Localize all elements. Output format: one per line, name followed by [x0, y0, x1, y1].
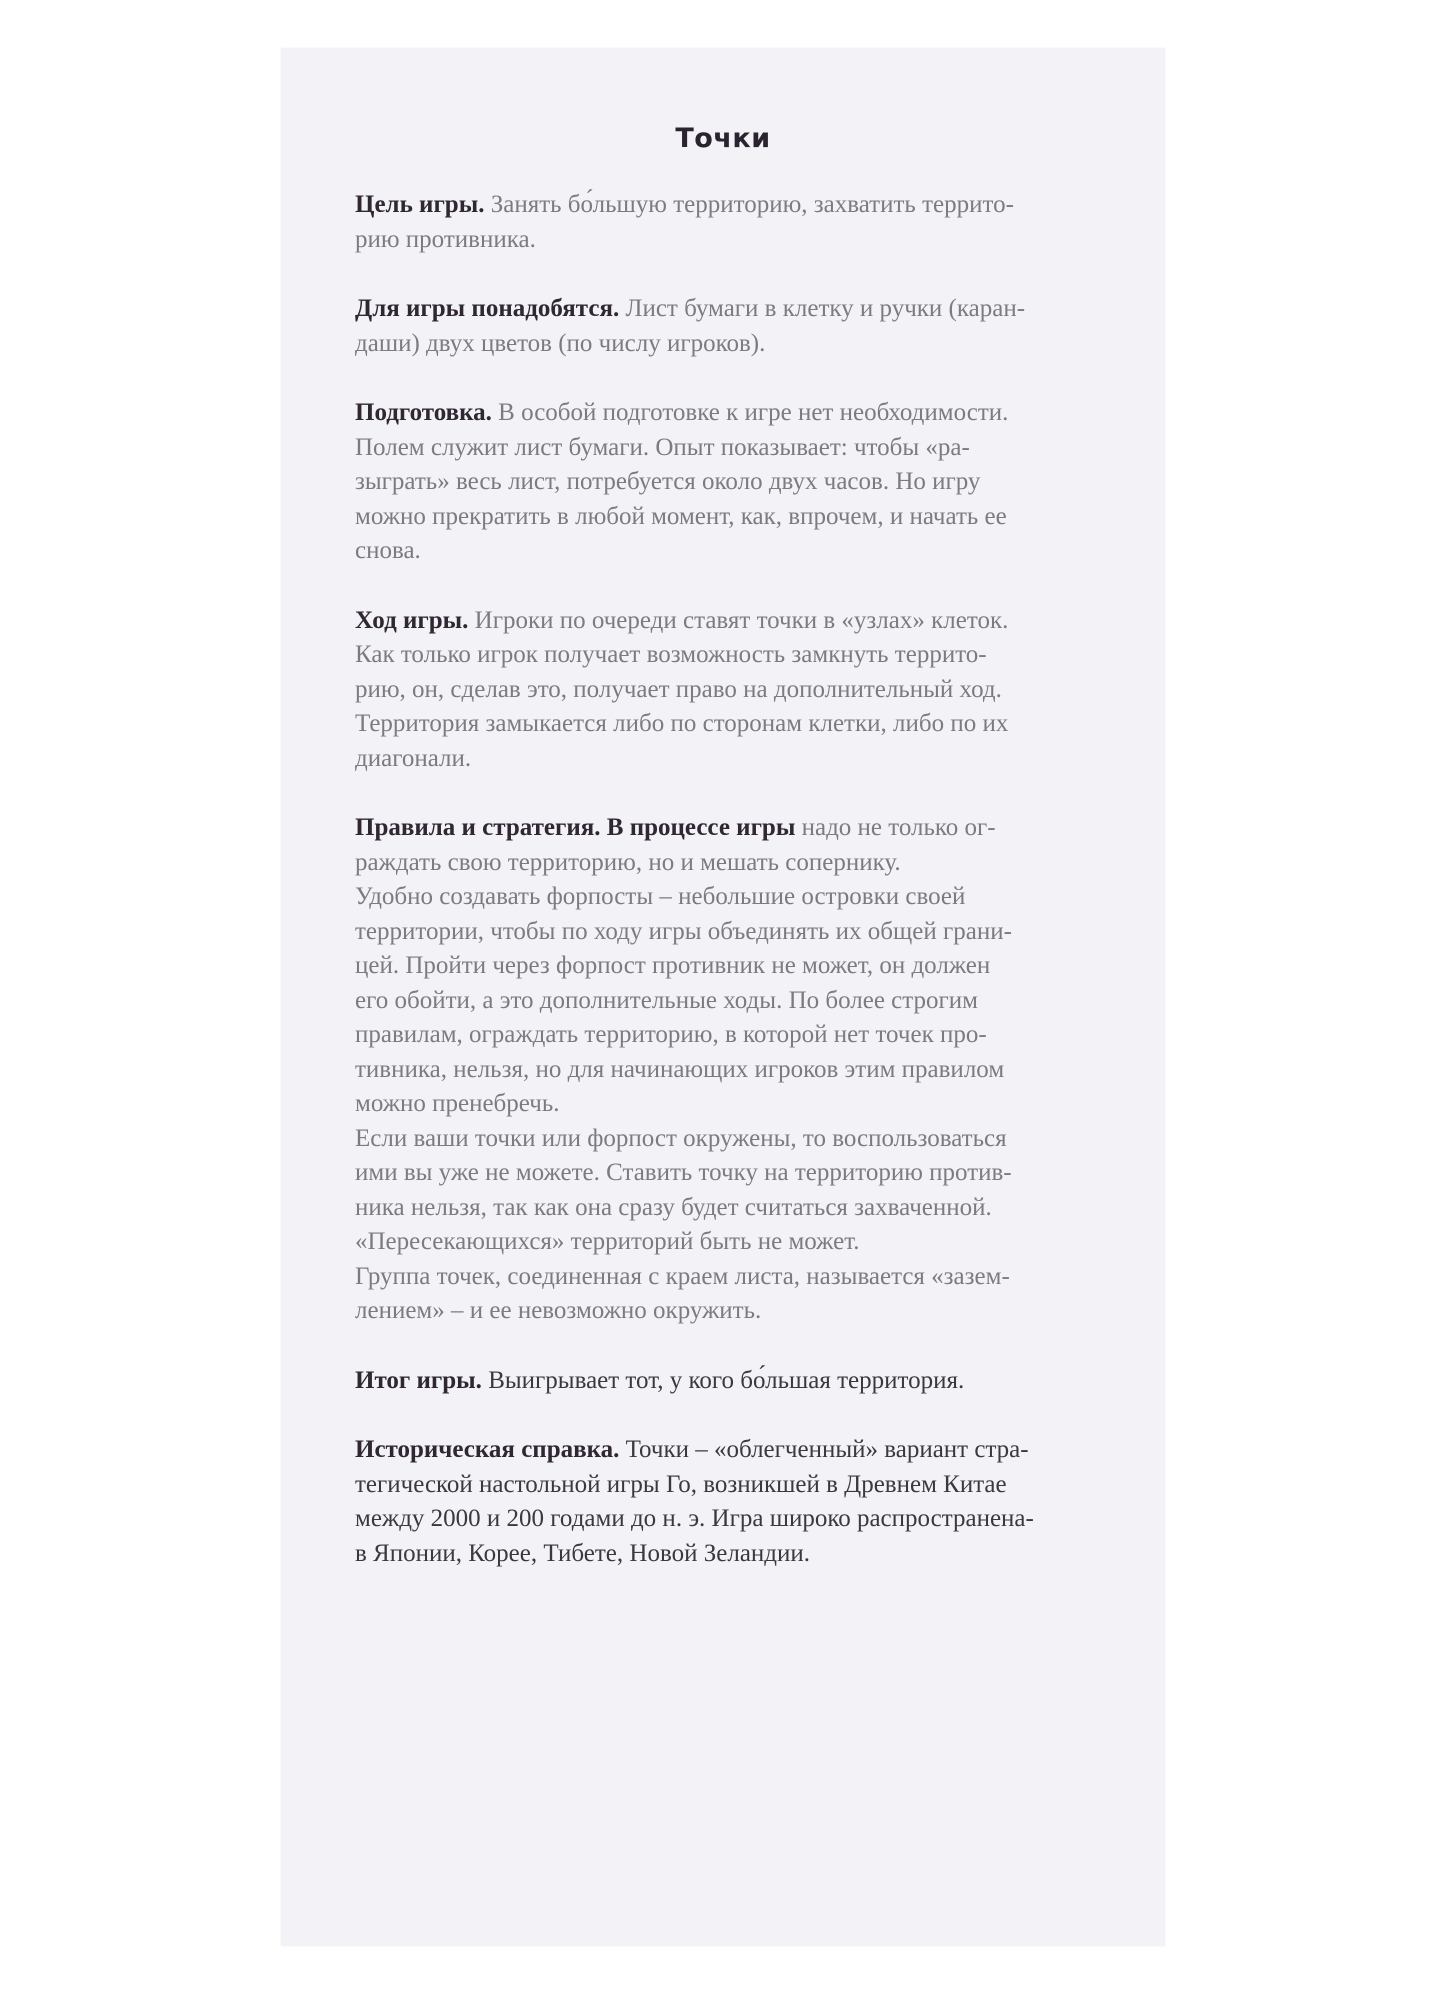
section-lead: Правила и стратегия. В процессе игры — [355, 814, 796, 841]
section-course — [355, 604, 1095, 777]
rules-content — [355, 188, 1095, 1606]
section-text: цей. Пройти через форпост противник не может, он должен — [355, 952, 991, 979]
section-text: можно пренебречь. — [355, 1090, 560, 1117]
section-text: диагонали. — [355, 744, 472, 772]
section-line — [355, 1364, 1095, 1399]
page-title: Точки — [675, 123, 771, 154]
section-text: рию, он, сделав это, получает право на дополнительный ход. — [355, 675, 1002, 703]
section-text: «Пересекающихся» территорий быть не может. — [355, 1228, 860, 1255]
section-needs — [355, 292, 1095, 361]
section-lead: Ход игры. — [355, 606, 469, 634]
section-text: Выигрывает тот, у кого бо́льшая территория. — [481, 1366, 965, 1394]
section-text: Группа точек, соединенная с краем листа, называется «зазем- — [355, 1262, 1010, 1290]
section-text: между 2000 и 200 годами до н. э. Игра широко распространена- — [355, 1505, 1034, 1532]
section-lead: Цель игры. — [355, 191, 485, 218]
section-text: Лист бумаги в клетку и ручки (каран- — [619, 295, 1026, 322]
section-lead: Историческая справка. — [355, 1436, 620, 1463]
section-line — [355, 396, 1095, 431]
section-text: тегической настольной игры Го, возникшей в Древнем Китае — [355, 1470, 1007, 1498]
section-lead: Для игры понадобятся. — [355, 295, 620, 322]
section-text: Если ваши точки или форпост окружены, то воспользоваться — [355, 1124, 1007, 1152]
section-text: ими вы уже не можете. Ставить точку на территорию против- — [355, 1159, 1012, 1186]
section-text: Игроки по очереди ставят точки в «узлах» клеток. — [468, 606, 1009, 634]
section-lead: Подготовка. — [355, 399, 492, 426]
section-text: тивника, нельзя, но для начинающих игроков этим правилом — [355, 1055, 1005, 1083]
section-line — [355, 292, 1095, 327]
section-line — [355, 1433, 1095, 1468]
rules-card — [281, 48, 1165, 1946]
section-text: Полем служит лист бумаги. Опыт показывает: чтобы «ра- — [355, 433, 970, 461]
section-history — [355, 1433, 1095, 1571]
section-line — [355, 188, 1095, 223]
section-text: В особой подготовке к игре нет необходимости. — [491, 399, 1009, 426]
section-text: Удобно создавать форпосты – небольшие островки своей — [355, 883, 966, 910]
section-text: зыграть» весь лист, потребуется около двух часов. Но игру — [355, 468, 981, 495]
section-text: его обойти, а это дополнительные ходы. По более строгим — [355, 986, 978, 1014]
section-line — [355, 811, 1095, 846]
section-text: можно прекратить в любой момент, как, впрочем, и начать ее — [355, 502, 1007, 530]
section-text: территории, чтобы по ходу игры объединять их общей грани- — [355, 917, 1012, 945]
section-text: Занять бо́льшую территорию, захватить террито- — [484, 191, 1014, 218]
section-text: надо не только ог- — [795, 814, 996, 841]
section-text: раждать свою территорию, но и мешать сопернику. — [355, 848, 901, 876]
section-text: лением» – и ее невозможно окружить. — [355, 1297, 762, 1324]
section-text: Точки – «облегченный» вариант стра- — [619, 1436, 1029, 1463]
section-text: снова. — [355, 537, 421, 564]
section-text: Как только игрок получает возможность замкнуть террито- — [355, 641, 987, 668]
section-lead: Итог игры. — [355, 1366, 482, 1394]
section-rules — [355, 811, 1095, 1329]
section-text: даши) двух цветов (по числу игроков). — [355, 329, 766, 357]
section-result — [355, 1364, 1095, 1399]
section-text: в Японии, Корее, Тибете, Новой Зеландии. — [355, 1539, 811, 1567]
section-line — [355, 604, 1095, 639]
section-prep — [355, 396, 1095, 569]
section-text: ника нельзя, так как она сразу будет считаться захваченной. — [355, 1193, 992, 1221]
section-text: правилам, ограждать территорию, в которой нет точек про- — [355, 1021, 987, 1048]
section-text: Территория замыкается либо по сторонам клетки, либо по их — [355, 710, 1009, 737]
section-text: рию противника. — [355, 225, 536, 253]
section-goal — [355, 188, 1095, 257]
